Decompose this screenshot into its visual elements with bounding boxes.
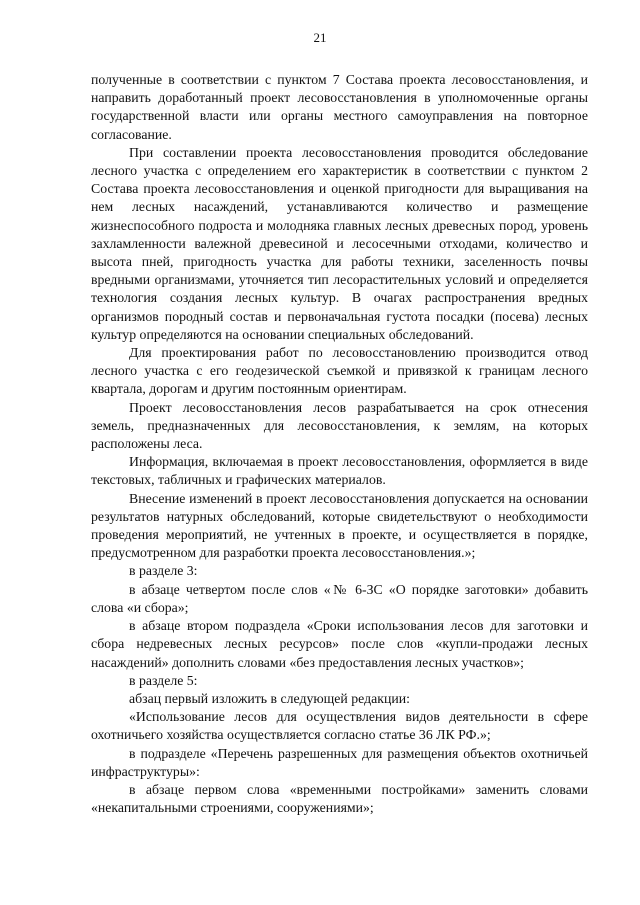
paragraph: Проект лесовосстановления лесов разрабатывается на срок отнесения земель, предназначенных для лесовосстановления, к землям, на которых расположены леса. (91, 399, 588, 452)
page-number: 21 (313, 30, 327, 45)
paragraph: полученные в соответствии с пунктом 7 Состава проекта лесовосстановления, и направить доработанный проект лесовосстановления в уполномоченные органы государственной власти или органы местного самоуправления на повторное согласование. (91, 72, 588, 142)
paragraph: Внесение изменений в проект лесовосстановления допускается на основании результатов натурных обследований, которые свидетельствуют о необходимости проведения мероприятий, не учтенных в проекте, и осуществляется в порядке, предусмотренном для разработки проекта лесовосстановления.»; (91, 490, 588, 561)
paragraph: в абзаце первом слова «временными постройками» заменить словами «некапитальными строениями, сооружениями»; (91, 781, 588, 816)
paragraph: в подразделе «Перечень разрешенных для размещения объектов охотничьей инфраструктуры»: (91, 745, 588, 779)
paragraph: Информация, включаемая в проект лесовосстановления, оформляется в виде текстовых, табличных и графических материалов. (91, 454, 588, 488)
paragraph: в разделе 3: (129, 563, 198, 579)
paragraph: абзац первый изложить в следующей редакции: (129, 690, 410, 706)
document-body (91, 71, 588, 817)
paragraph: При составлении проекта лесовосстановления проводится обследование лесного участка с определением его характеристик в соответствии с пунктом 2 Состава проекта лесовосстановления и оценкой пригодности для выращивания на нем лесных насаждений, устанавливаются количество и размещение жизнеспособного подроста и молодняка главных лесных древесных пород, уровень захламленности валежной древесиной и лесосечными отходами, количество и высота пней, пригодность участка для работы техники, заселенность почвы вредными организмами, уточняется тип лесорастительных условий и определяется технология создания лесных культур. В очагах распространения вредных организмов породный состав и первоначальная густота посадки (посева) лесных культур определяются на основании специальных обследований. (91, 144, 588, 342)
paragraph: «Использование лесов для осуществления видов деятельности в сфере охотничьего хозяйства осуществляется согласно статье 36 ЛК РФ.»; (91, 709, 588, 743)
paragraph: в абзаце четвертом после слов «№ 6-ЗС «О порядке заготовки» добавить слова «и сбора»; (91, 581, 588, 615)
paragraph: в абзаце втором подраздела «Сроки использования лесов для заготовки и сбора недревесных лесных ресурсов» после слов «купли-продажи лесных насаждений» дополнить словами «без предоставления лесных участков»; (91, 618, 588, 670)
paragraph: в разделе 5: (129, 672, 198, 688)
paragraph: Для проектирования работ по лесовосстановлению производится отвод лесного участка с его геодезической съемкой и привязкой к границам лесного квартала, дорогам и другим постоянным ориентирам. (91, 345, 588, 397)
